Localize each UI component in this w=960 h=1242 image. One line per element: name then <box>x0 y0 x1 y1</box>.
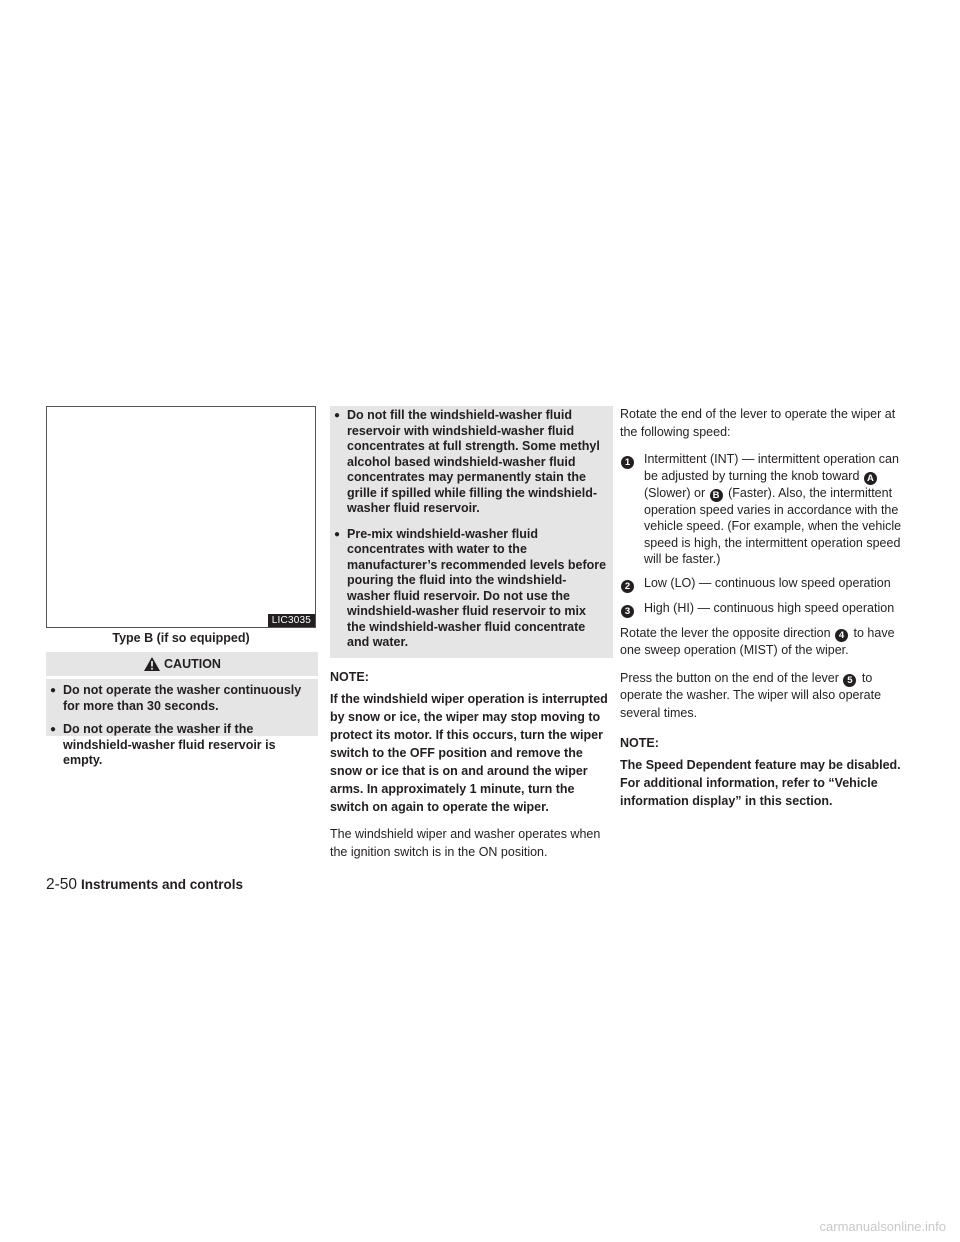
figure-caption: Type B (if so equipped) <box>112 631 250 645</box>
column-right <box>620 406 910 820</box>
washer-paragraph <box>620 670 910 723</box>
caution-header <box>46 652 318 676</box>
mist-text: Rotate the lever the opposite direction <box>620 625 831 640</box>
mist-paragraph <box>620 625 910 660</box>
note2-body: The Speed Dependent feature may be disabled. For additional information, refer to “Vehicle information display” in this section. <box>620 758 901 808</box>
mist-text-end: to have one sweep operation (MIST) of the wiper. <box>620 625 895 657</box>
figure-code: LIC3035 <box>268 614 315 627</box>
letter-b-icon: B <box>710 489 723 502</box>
caution-list-continued <box>334 408 607 651</box>
number-5-icon: 5 <box>843 674 856 687</box>
caution-item: ● Do not operate the washer continuously for more than 30 seconds. <box>50 683 312 714</box>
caution-body-continued <box>330 406 613 658</box>
speed-item-int <box>620 451 910 568</box>
int-text: Intermittent (INT) — intermittent operation can be adjusted by turning the knob toward <box>644 452 899 483</box>
ignition-paragraph: The windshield wiper and washer operates when the ignition switch is in the ON position. <box>330 827 601 859</box>
caution-item: ● Pre-mix windshield-washer fluid concentrates with water to the manufacturer’s recommended levels before pouring the fluid into the windshield-washer fluid reservoir. Do not use the windshield-washer fluid reservoir to mix the windshield-washer fluid concentrate and water. <box>334 527 607 651</box>
number-1-icon: 1 <box>621 456 634 469</box>
note-heading: NOTE: <box>330 670 369 684</box>
caution-item: ● Do not fill the windshield-washer fluid reservoir with windshield-washer fluid concentrates at full strength. Some methyl alcohol based windshield-washer fluid concentrates may permanently stain the grille if spilled while filling the windshield-washer fluid reservoir. <box>334 408 607 517</box>
warning-triangle-icon <box>143 656 161 672</box>
figure-image <box>46 406 316 628</box>
caution-title: CAUTION <box>164 657 221 671</box>
note-body: If the windshield wiper operation is interrupted by snow or ice, the wiper may stop moving to protect its motor. If this occurs, turn the wiper switch to the OFF position and remove the snow or ice that is on and around the wiper arms. In approximately 1 minute, turn the switch on again to operate the wiper. <box>330 692 608 814</box>
column-middle <box>330 670 613 871</box>
page-number: 2-50 <box>46 876 78 893</box>
page-footer <box>46 876 243 894</box>
rotate-intro: Rotate the end of the lever to operate the wiper at the following speed: <box>620 407 896 439</box>
caution-item: ● Do not operate the washer if the windshield-washer fluid reservoir is empty. <box>50 722 312 769</box>
hi-text: High (HI) — continuous high speed operation <box>644 600 895 615</box>
number-2-icon: 2 <box>621 580 634 593</box>
washer-text-end: to operate the washer. The wiper will also operate several times. <box>620 670 882 720</box>
lo-text: Low (LO) — continuous low speed operation <box>644 575 891 590</box>
speed-item-lo <box>620 575 910 593</box>
speed-item-hi <box>620 600 910 618</box>
int-faster-text: (Faster). Also, the intermittent operation speed varies in accordance with the vehicle speed. (For example, when the vehicle speed is high, the intermittent operation speed will be faster.) <box>644 485 902 566</box>
washer-text: Press the button on the end of the lever <box>620 670 839 685</box>
number-3-icon: 3 <box>621 605 634 618</box>
note2-heading: NOTE: <box>620 736 659 750</box>
caution-list <box>50 683 312 769</box>
section-title: Instruments and controls <box>81 877 244 892</box>
int-slower-text: (Slower) or <box>644 485 706 500</box>
letter-a-icon: A <box>864 472 877 485</box>
number-4-icon: 4 <box>835 629 848 642</box>
watermark: carmanualsonline.info <box>819 1219 946 1234</box>
caution-body <box>46 679 318 767</box>
